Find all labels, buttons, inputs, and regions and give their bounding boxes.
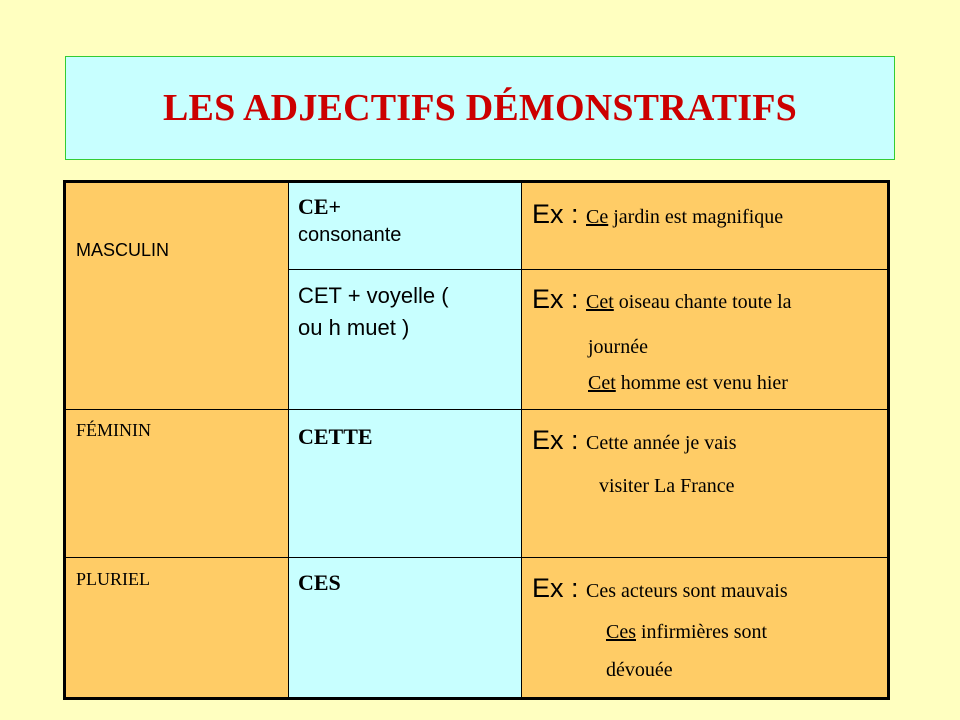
column-divider — [521, 183, 522, 697]
form-ces: CES — [298, 570, 341, 595]
example-ces-line1 — [532, 573, 788, 604]
example-text: Cette année je vais — [586, 432, 737, 454]
example-ce — [532, 199, 783, 230]
example-label: Ex : — [532, 425, 587, 455]
page-title: LES ADJECTIFS DÉMONSTRATIFS — [163, 87, 797, 129]
category-pluriel: PLURIEL — [76, 569, 150, 589]
example-text: infirmières sont — [636, 621, 768, 643]
form-ce — [298, 193, 401, 248]
form-ce-line1: CE+ — [298, 194, 342, 219]
row-divider — [66, 557, 887, 558]
form-cet — [298, 280, 449, 344]
example-ces-line2 — [606, 621, 767, 644]
adjectives-table — [63, 180, 890, 700]
example-label: Ex : — [532, 573, 587, 603]
example-cette-line2: visiter La France — [599, 475, 735, 497]
example-underlined-word: Ces — [606, 621, 636, 643]
example-cet-line3 — [588, 372, 788, 395]
example-underlined-word: Cet — [586, 291, 614, 313]
example-text: homme est venu hier — [615, 372, 788, 394]
example-underlined-word: Ce — [586, 206, 609, 228]
form-cet-line2: ou h muet ) — [298, 314, 410, 340]
example-ces-line3: dévouée — [606, 659, 673, 681]
example-underlined-word: Cet — [588, 372, 616, 394]
form-cet-line1: CET + voyelle ( — [298, 283, 449, 308]
example-cet-line1 — [532, 284, 792, 315]
example-cette-line1 — [532, 425, 737, 456]
example-text: Ces acteurs sont mauvais — [586, 580, 788, 602]
example-cet-line2: journée — [588, 336, 648, 358]
example-text: oiseau chante toute la — [613, 291, 792, 313]
row-divider — [288, 269, 887, 270]
example-label: Ex : — [532, 284, 587, 314]
category-feminin: FÉMININ — [76, 420, 151, 440]
example-label: Ex : — [532, 199, 587, 229]
example-text: jardin est magnifique — [608, 206, 784, 228]
form-ce-line2: consonante — [298, 223, 402, 246]
form-cette: CETTE — [298, 424, 373, 449]
column-divider — [288, 183, 289, 697]
title-banner — [65, 56, 895, 160]
category-masculin: MASCULIN — [76, 240, 170, 260]
row-divider — [66, 409, 887, 410]
